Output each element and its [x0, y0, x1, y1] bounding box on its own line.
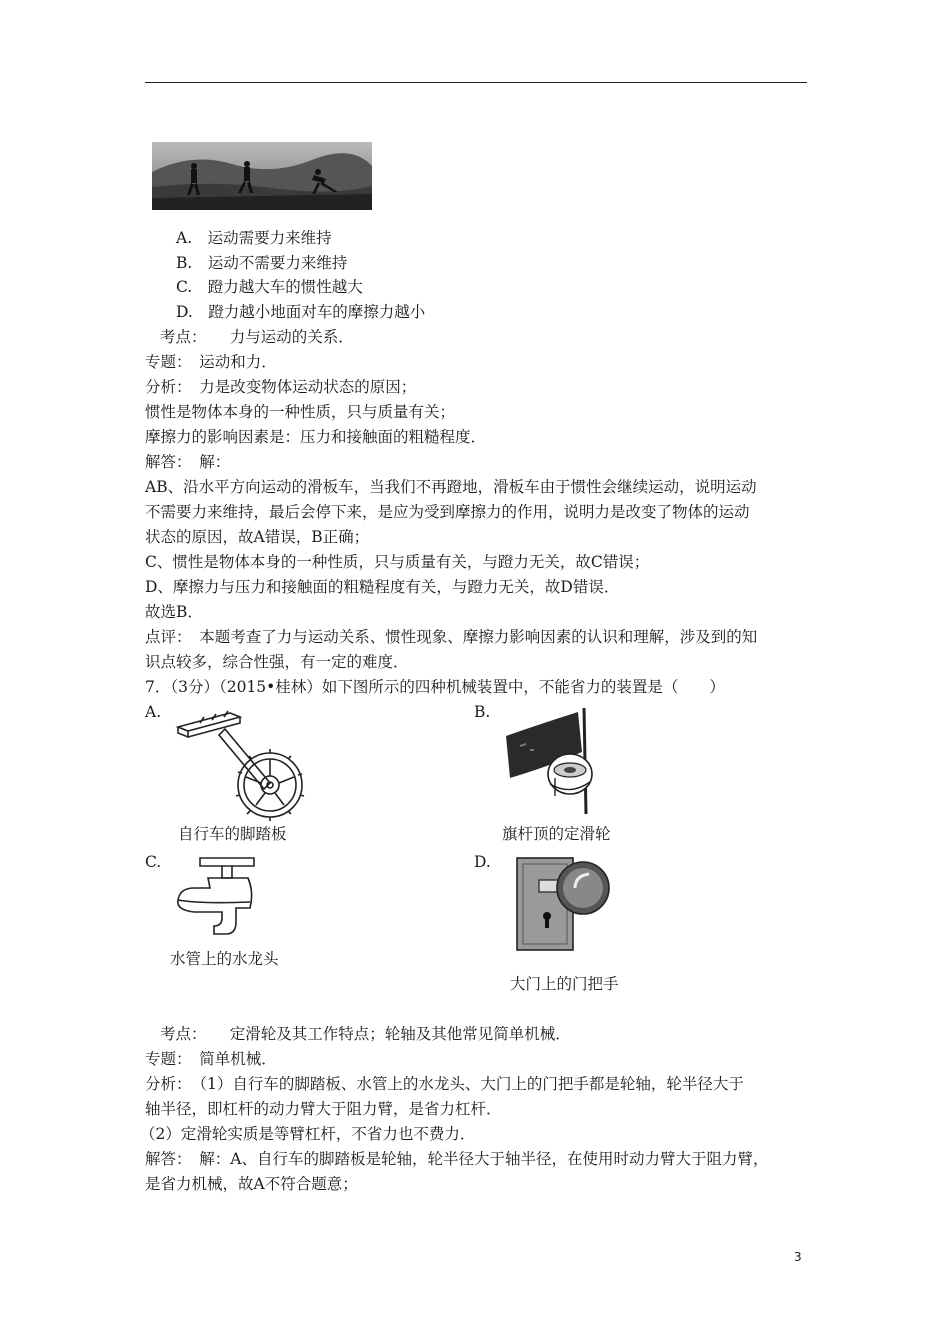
q7-jieda-1: 解答： 解：A、自行车的脚踏板是轮轴，轮半径大于轴半径，在使用时动力臂大于阻力臂，: [145, 1150, 769, 1168]
option-b: B. 运动不需要力来维持: [176, 254, 348, 272]
q7-jieda-2: 是省力机械，故A不符合题意；: [145, 1175, 358, 1193]
header-rule: [145, 82, 807, 83]
q6-dianping-1: 点评： 本题考查了力与运动关系、惯性现象、摩擦力影响因素的认识和理解，涉及到的知: [145, 628, 758, 646]
bicycle-pedal-figure: [170, 705, 310, 823]
q6-jieda-3: 不需要力来维持，最后会停下来，是应为受到摩擦力的作用，说明力是改变了物体的运动: [145, 503, 750, 521]
q6-jieda-7: 故选B．: [145, 603, 203, 621]
q7-option-a-caption: 自行车的脚踏板: [178, 825, 287, 843]
q7-option-b-letter: B.: [474, 703, 491, 721]
q6-jieda-2: AB、沿水平方向运动的滑板车，当我们不再蹬地，滑板车由于惯性会继续运动，说明运动: [145, 478, 757, 496]
q7-fenxi-1: 分析： （1）自行车的脚踏板、水管上的水龙头、大门上的门把手都是轮轴，轮半径大于: [145, 1075, 744, 1093]
q6-jieda-5: C、惯性是物体本身的一种性质，只与质量有关，与蹬力无关，故C错误；: [145, 553, 650, 571]
q7-zhuanti: 专题： 简单机械．: [145, 1050, 277, 1068]
q7-option-a-letter: A.: [145, 703, 162, 721]
q7-option-b-caption: 旗杆顶的定滑轮: [502, 825, 611, 843]
option-a: A. 运动需要力来维持: [176, 229, 332, 247]
q7-option-d-caption: 大门上的门把手: [510, 975, 619, 993]
flagpole-pulley-figure: [500, 706, 600, 816]
faucet-figure: [170, 852, 270, 942]
q6-fenxi-3: 摩擦力的影响因素是：压力和接触面的粗糙程度．: [145, 428, 487, 446]
q7-kaodian: 考点： 定滑轮及其工作特点；轮轴及其他常见简单机械．: [160, 1025, 571, 1043]
q6-fenxi-2: 惯性是物体本身的一种性质，只与质量有关；: [145, 403, 456, 421]
page-number: 3: [794, 1250, 802, 1264]
q6-jieda-4: 状态的原因，故A错误，B正确；: [145, 528, 370, 546]
door-knob-figure: [513, 856, 613, 952]
option-d: D. 蹬力越小地面对车的摩擦力越小: [176, 303, 426, 321]
q6-fenxi-1: 分析： 力是改变物体运动状态的原因；: [145, 378, 417, 396]
q6-zhuanti: 专题： 运动和力．: [145, 353, 277, 371]
q7-fenxi-3: （2）定滑轮实质是等臂杠杆，不省力也不费力．: [140, 1125, 476, 1143]
q7-option-d-letter: D.: [474, 853, 491, 871]
option-c: C. 蹬力越大车的惯性越大: [176, 278, 363, 296]
q6-jieda-1: 解答： 解：: [145, 453, 231, 471]
q7-stem: 7．（3分）（2015•桂林）如下图所示的四种机械装置中，不能省力的装置是（ ）: [145, 678, 725, 696]
q6-dianping-2: 识点较多，综合性强，有一定的难度．: [145, 653, 409, 671]
q6-kaodian: 考点： 力与运动的关系．: [160, 328, 354, 346]
skateboard-photo: [152, 142, 372, 210]
q7-option-c-letter: C.: [145, 853, 162, 871]
q7-fenxi-2: 轴半径，即杠杆的动力臂大于阻力臂，是省力杠杆．: [145, 1100, 502, 1118]
q6-jieda-6: D、摩擦力与压力和接触面的粗糙程度有关，与蹬力无关，故D错误．: [145, 578, 620, 596]
q7-option-c-caption: 水管上的水龙头: [170, 950, 279, 968]
